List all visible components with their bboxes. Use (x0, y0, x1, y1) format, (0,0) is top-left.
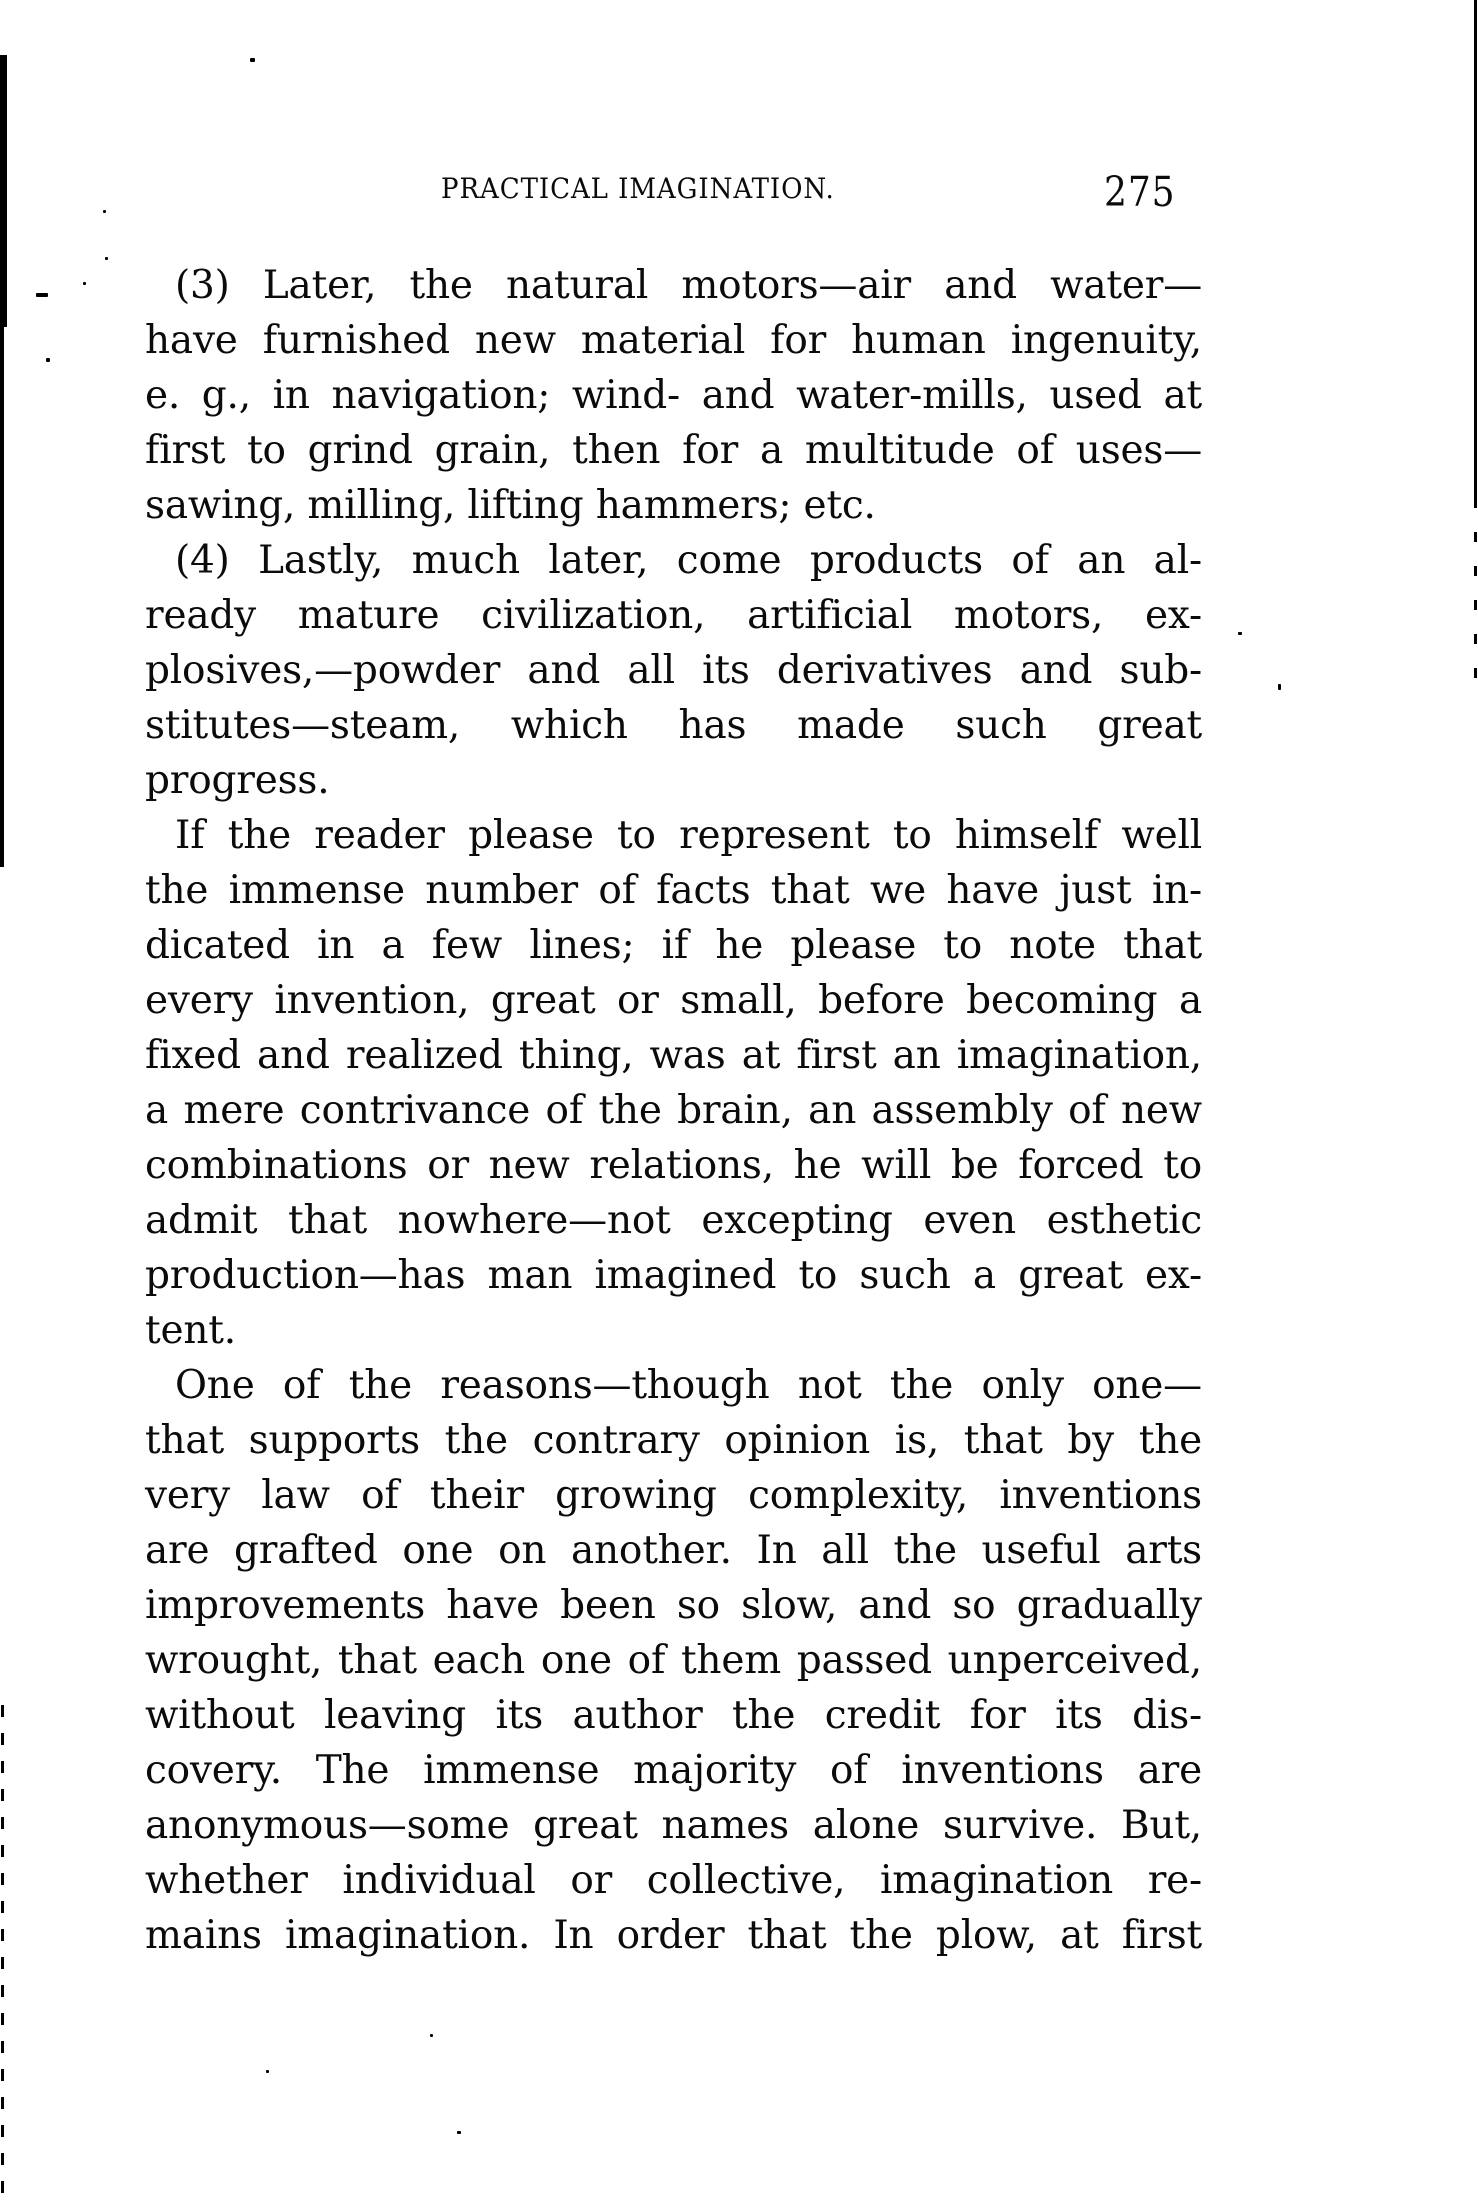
text-line: dicated in a few lines; if he please to note that (145, 923, 1202, 968)
text-line: improvements have been so slow, and so gradually (145, 1583, 1202, 1628)
text-line: admit that nowhere—not excepting even esthetic (145, 1198, 1202, 1243)
scan-artifact-left-bar-bottom (0, 327, 4, 867)
text-line: have furnished new material for human ingenuity, (145, 318, 1202, 363)
scan-speck (430, 2034, 433, 2037)
page-number: 275 (1104, 168, 1176, 216)
text-line: production—has man imagined to such a great ex- (145, 1253, 1202, 1298)
text-line: that supports the contrary opinion is, that by the (145, 1418, 1202, 1463)
scan-speck (105, 257, 108, 260)
scan-speck (250, 58, 255, 62)
text-line: without leaving its author the credit for its dis- (145, 1693, 1202, 1738)
text-line: covery. The immense majority of inventions are (145, 1748, 1202, 1793)
text-line: whether individual or collective, imagination re- (145, 1858, 1202, 1903)
running-head-title: PRACTICAL IMAGINATION. (441, 172, 835, 205)
text-line: combinations or new relations, he will be forced to (145, 1143, 1202, 1188)
scan-artifact-left-bar-top (0, 55, 7, 327)
text-line: the immense number of facts that we have just in- (145, 868, 1202, 913)
scan-speck (83, 282, 86, 285)
scan-speck (36, 293, 48, 297)
text-line: very law of their growing complexity, inventions (145, 1473, 1202, 1518)
scan-artifact-right-dashes (1474, 498, 1477, 683)
text-line: are grafted one on another. In all the useful arts (145, 1528, 1202, 1573)
text-line: stitutes—steam, which has made such great (145, 703, 1202, 748)
text-line: a mere contrivance of the brain, an assembly of new (145, 1088, 1202, 1133)
text-line: tent. (145, 1308, 236, 1353)
scan-speck (46, 358, 50, 362)
body-text-column (145, 258, 1202, 1963)
text-line: sawing, milling, lifting hammers; etc. (145, 483, 876, 528)
text-line: fixed and realized thing, was at first an imagination, (145, 1033, 1202, 1078)
scan-artifact-left-dashes (1, 1705, 4, 2201)
text-line: One of the reasons—though not the only one— (175, 1363, 1202, 1408)
text-line: (3) Later, the natural motors—air and water— (175, 263, 1202, 308)
text-line: ready mature civilization, artificial motors, ex- (145, 593, 1202, 638)
scan-speck (457, 2131, 461, 2134)
scan-speck (266, 2070, 269, 2073)
text-line: plosives,—powder and all its derivatives and sub- (145, 648, 1202, 693)
text-line: progress. (145, 758, 330, 803)
scan-speck (1238, 632, 1242, 635)
text-line: every invention, great or small, before becoming a (145, 978, 1202, 1023)
text-line: (4) Lastly, much later, come products of an al- (175, 538, 1202, 583)
text-line: If the reader please to represent to himself well (175, 813, 1202, 858)
text-line: anonymous—some great names alone survive. But, (145, 1803, 1202, 1848)
text-line: e. g., in navigation; wind- and water-mills, used at (145, 373, 1202, 418)
scan-artifact-right-bar (1474, 0, 1477, 498)
text-line: mains imagination. In order that the plow, at first (145, 1913, 1202, 1958)
text-line: first to grind grain, then for a multitude of uses— (145, 428, 1202, 473)
scan-speck (103, 210, 106, 213)
scan-speck (1278, 684, 1281, 690)
text-line: wrought, that each one of them passed unperceived, (145, 1638, 1202, 1683)
